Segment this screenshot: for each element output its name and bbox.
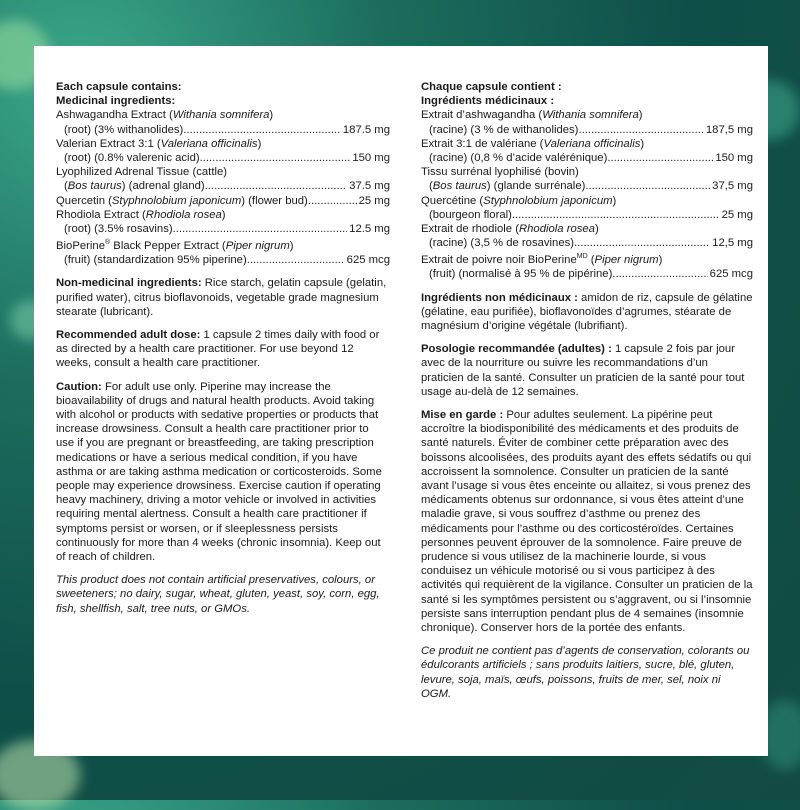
french-column <box>421 80 753 701</box>
ingredient-amount-row: (Bos taurus) (glande surrénale) ..... 37,5 mg <box>421 179 753 193</box>
caution-paragraph: Mise en garde : Pour adultes seulement. La pipérine peut accroître la biodisponibilité des médicaments et des produits de santé naturels. Éviter de combiner cette préparation avec des boissons alcoolisées, des produits ayant des effets sédatifs ou qui accroissent la somnolence. Consulter un praticien de la santé avant l’usage si vous êtes enceinte ou allaitez, si vous prenez des médicaments obtenus sur ordonnance, si vous êtes atteint d’une maladie grave, si vous souffrez d’asthme ou prenez des médicaments pour l’asthme ou des corticostéroïdes. Certaines personnes peuvent éprouver de la somnolence. Faire preuve de prudence si vous utilisez de la machinerie lourde, si vous conduisez un véhicule motorisé ou si vous participez à des activités qui requièrent de la vigilance. Consulter un praticien de la santé si les symptômes persistent ou s’aggravent, ou si l’insomnie persiste sans interruption pendant plus de 4 semaines (insomnie chronique). Conserver hors de la portée des enfants. <box>421 409 753 635</box>
ingredient-name: BioPerine® Black Pepper Extract (Piper nigrum) <box>56 239 294 252</box>
ingredient-name: Ashwagandha Extract (Withania somnifera) <box>56 109 274 122</box>
ingredient-name: Extrait 3:1 de valériane (Valeriana officinalis) <box>421 137 645 150</box>
free-from-statement: This product does not contain artificial preservatives, colours, or sweeteners; no dairy, sugar, wheat, gluten, yeast, soy, corn, egg, fish, shellfish, salt, tree nuts, or GMOs. <box>56 574 380 615</box>
nonmedicinal-paragraph: Non-medicinal ingredients: Rice starch, gelatin capsule (gelatin, purified water), citrus bioflavonoids, vegetable grade magnesium stearate (lubricant). <box>56 277 387 318</box>
ingredient-name: Quercétine (Styphnolobium japonicum) <box>421 194 617 207</box>
dose-paragraph: Posologie recommandée (adultes) : 1 capsule 2 fois par jour avec de la nourriture ou suivre les recommandations d’un praticien de la santé. Consulter un praticien de la santé pour tout usage au-delà de 12 semaines. <box>421 343 745 398</box>
ingredient-amount-row: Quercetin (Styphnolobium japonicum) (flower bud) ..... 25 mg <box>56 194 390 208</box>
ingredient-name: Extrait de poivre noir BioPerine$^{MD}$ (Piper nigrum) <box>421 253 663 267</box>
ingredient-amount-row: (racine) (3,5 % de rosavines) ..... 12,5 mg <box>421 236 753 250</box>
ingredient-amount-row: (racine) (3 % de withanolides) ..... 187,5 mg <box>421 123 753 137</box>
ingredient-amount-row: (fruit) (standardization 95% piperine) ..... 625 mcg <box>56 253 390 267</box>
ingredient-name: Extrait de rhodiole (Rhodiola rosea) <box>421 223 599 236</box>
nonmedicinal-paragraph: Ingrédients non médicinaux : amidon de riz, capsule de gélatine (gélatine, eau purifiée), bioflavonoïdes d’agrumes, stéarate de magnésium d’origine végétale (lubrifiant). <box>421 291 753 333</box>
ingredient-name: Tissu surrénal lyophilisé (bovin) <box>421 166 579 179</box>
free-from-statement: Ce produit ne contient pas d’agents de conservation, colorants ou édulcorants artificiels ; sans produits laitiers, sucre, blé, gluten, levure, soja, maïs, œufs, poissons, fruits de mer, sel, noix ni OGM. <box>421 645 750 700</box>
ingredient-amount-row: (fruit) (normalisé à 95 % de pipérine) ..... 625 mcg <box>421 267 753 281</box>
medicinal-heading: Medicinal ingredients: <box>56 95 176 108</box>
caution-paragraph: Caution: For adult use only. Piperine may increase the bioavailability of drugs and natural health products. Avoid taking with alcohol or products with sedative properties or products that increase drowsiness. Consult a health care practitioner prior to use if you are pregnant or breastfeeding, are taking prescription medications or have a serious medical condition, if you have asthma or are taking asthma medication or corticosteroids. Some people may experience drowsiness. Exercise caution if operating heavy machinery, driving a motor vehicle or involved in activities requiring mental alertness. Consult a health care practitioner if symptoms persist or worsen, or if sleeplessness persists continuously for more than 4 weeks (chronic insomnia). Keep out of reach of children. <box>56 380 382 564</box>
label-panel <box>34 46 768 756</box>
medicinal-heading: Ingrédients médicinaux : <box>421 95 555 108</box>
ingredient-name: Lyophilized Adrenal Tissue (cattle) <box>56 166 228 179</box>
ingredient-amount-row: (racine) (0,8 % d’acide valérénique) ..... 150 mg <box>421 151 753 165</box>
ingredient-name: Extrait d’ashwagandha (Withania somnifera) <box>421 109 643 122</box>
contains-heading: Chaque capsule contient : <box>421 81 562 93</box>
ingredient-amount-row: (root) (3% withanolides) ..... 187.5 mg <box>56 123 390 137</box>
ingredient-amount-row: (bourgeon floral) ..... 25 mg <box>421 208 753 222</box>
english-column <box>56 80 390 616</box>
ingredient-amount-row: (root) (3.5% rosavins) ..... 12.5 mg <box>56 222 390 236</box>
ingredient-name: Rhodiola Extract (Rhodiola rosea) <box>56 208 226 221</box>
ingredient-amount-row: (Bos taurus) (adrenal gland) ..... 37.5 mg <box>56 179 390 193</box>
ingredient-amount-row: (root) (0.8% valerenic acid) ..... 150 mg <box>56 151 390 165</box>
contains-heading: Each capsule contains: <box>56 81 182 93</box>
dose-paragraph: Recommended adult dose: 1 capsule 2 times daily with food or as directed by a health care practitioner. For use beyond 12 weeks, consult a health care practitioner. <box>56 329 380 370</box>
ingredient-name: Valerian Extract 3:1 (Valeriana officinalis) <box>56 137 262 150</box>
